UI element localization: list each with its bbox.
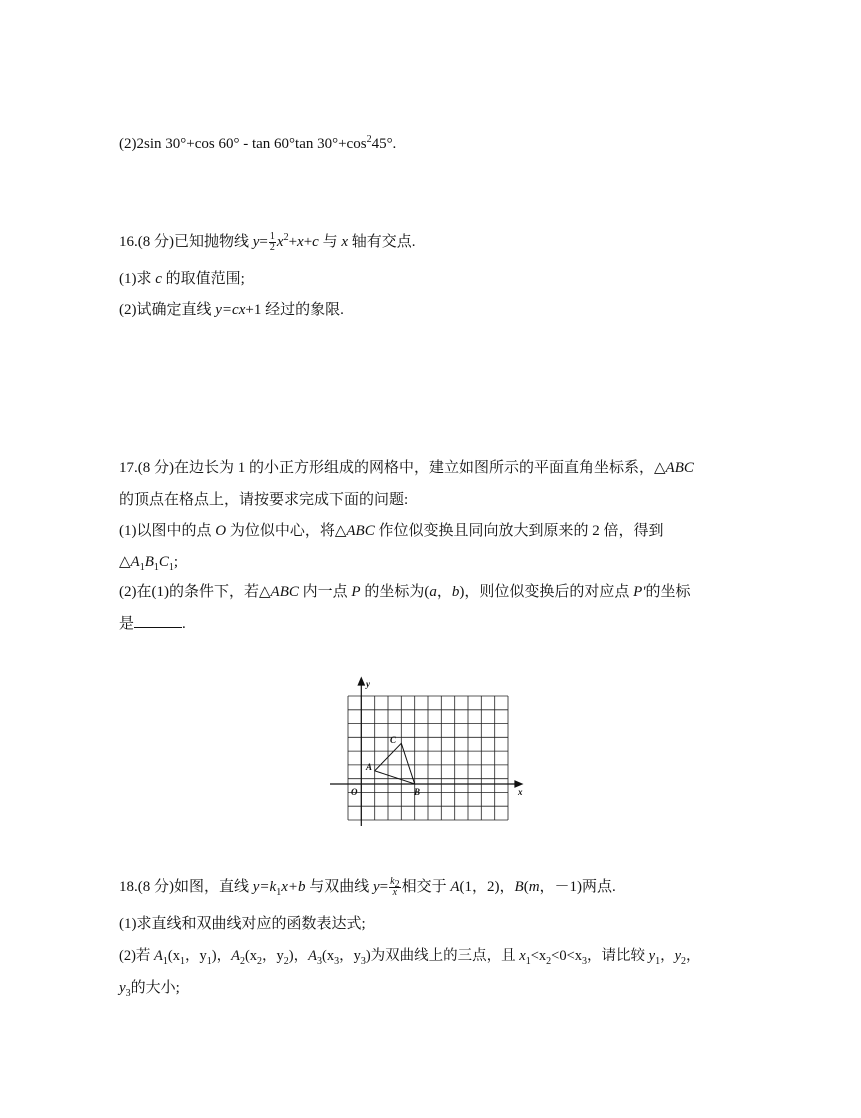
- q15-part2: (2)2sin 30°+cos 60° - tan 60°tan $30^\circ+\cos^245^\circ$.: [119, 134, 397, 152]
- fraction-one-half: $\frac{1}{2}$: [269, 231, 275, 254]
- q17-line4: $\triangle A_1B_1C_1$;: [119, 554, 179, 573]
- triangle-abc: [375, 743, 415, 784]
- q17-line6: 是 .: [119, 613, 186, 634]
- q17-line1: 17.(8 分)在边长为 1 的小正方形组成的网格中，建立如图所示的平面直角坐标系，△ABC: [119, 460, 694, 476]
- coordinate-grid-figure: [330, 676, 530, 826]
- answer-blank: [134, 613, 182, 628]
- point-c-label: C: [390, 735, 397, 745]
- q16-part2: (2)试确定直线 y=cx+1 经过的象限.: [119, 302, 344, 318]
- q18-header: 18.(8 分)如图，直线 $y=k_1x+b$ 与双曲线 y= $\frac{k_2}{x}$ 相交于 A(1，2)，B(m，－1)两点.: [119, 876, 616, 899]
- q17-line3: (1)以图中的点 O 为位似中心，将△ABC 作位似变换且同向放大到原来的 2 倍，得到: [119, 523, 664, 539]
- point-a-label: A: [366, 762, 373, 772]
- q18-part2: (2)若 $A_1(x_1$，$y_1$)，$A_2(x_2$，$y_2$)，$A_3(x_3$，$y_3$)为双曲线上的三点，且 $x_1<x_2<0<x_3$，请比较 $y_1$，$y_2$，: [119, 948, 701, 967]
- q17-line2: 的顶点在格点上，请按要求完成下面的问题:: [119, 492, 409, 508]
- x-axis-label: x: [518, 787, 523, 797]
- axes: [330, 678, 522, 826]
- fraction-k2-over-x: $\frac{k_2}{x}$: [390, 876, 400, 899]
- q17-line5: (2)在(1)的条件下，若△ABC 内一点 P 的坐标为(a，b)，则位似变换后的对应点 P'的坐标: [119, 584, 691, 600]
- q16-part1: (1)求 c 的取值范围;: [119, 271, 245, 287]
- y-axis-label: y: [366, 679, 370, 689]
- q18-part1: (1)求直线和双曲线对应的函数表达式;: [119, 916, 366, 932]
- y-axis-arrow-icon: [358, 678, 364, 685]
- grid-lines: [348, 696, 508, 820]
- origin-label: O: [351, 787, 358, 797]
- q16-header: 16.(8 分)已知抛物线 y= $\frac{1}{2}$ $x^2+x+c$ 与 x 轴有交点.: [119, 231, 416, 254]
- point-b-label: B: [414, 787, 421, 797]
- q18-part2-cont: $y_3$的大小;: [119, 980, 180, 999]
